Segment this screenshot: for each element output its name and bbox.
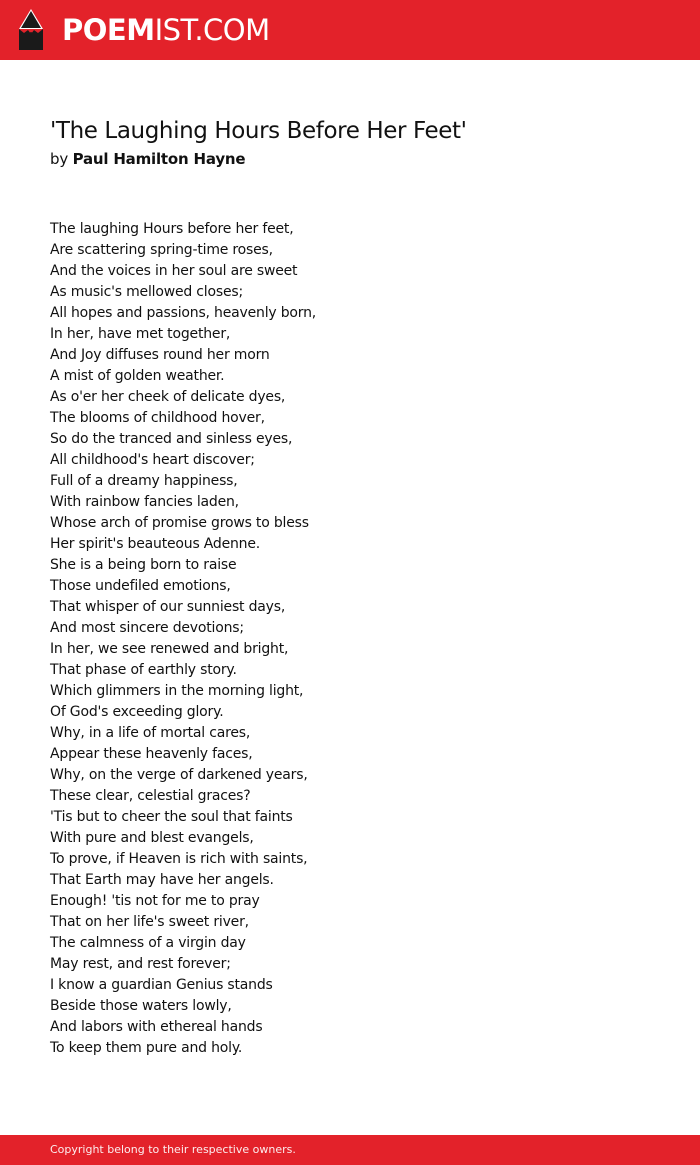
poem-line: All hopes and passions, heavenly born, bbox=[50, 305, 317, 321]
poem-line: May rest, and rest forever; bbox=[50, 956, 231, 972]
poem-line: To keep them pure and holy. bbox=[50, 1040, 243, 1056]
poem-line: Beside those waters lowly, bbox=[50, 998, 232, 1014]
poem-line: A mist of golden weather. bbox=[50, 368, 225, 384]
poem-line: Full of a dreamy happiness, bbox=[50, 473, 238, 489]
poem-line: Whose arch of promise grows to bless bbox=[50, 515, 309, 531]
poem-line: These clear, celestial graces? bbox=[50, 788, 251, 804]
poem-line: In her, we see renewed and bright, bbox=[50, 641, 289, 657]
poem-line: As music's mellowed closes; bbox=[50, 284, 243, 300]
poem-line: To prove, if Heaven is rich with saints, bbox=[50, 851, 308, 867]
site-footer bbox=[0, 1135, 700, 1165]
poem-line: Enough! 'tis not for me to pray bbox=[50, 893, 260, 909]
poem-line: With pure and blest evangels, bbox=[50, 830, 254, 846]
site-header bbox=[0, 0, 700, 60]
logo-text-light: IST.COM bbox=[154, 13, 270, 47]
poem-line: The calmness of a virgin day bbox=[50, 935, 246, 951]
site-logo-text bbox=[62, 9, 270, 51]
poem-line: Which glimmers in the morning light, bbox=[50, 683, 304, 699]
poem-line: As o'er her cheek of delicate dyes, bbox=[50, 389, 286, 405]
poem-line: With rainbow fancies laden, bbox=[50, 494, 239, 510]
poem-author: Paul Hamilton Hayne bbox=[72, 150, 246, 168]
poem-line: Appear these heavenly faces, bbox=[50, 746, 253, 762]
poem-line: And most sincere devotions; bbox=[50, 620, 244, 636]
poem-line: And Joy diffuses round her morn bbox=[50, 347, 270, 363]
byline-prefix: by bbox=[50, 150, 68, 168]
poem-line: That Earth may have her angels. bbox=[50, 872, 274, 888]
poem-line: She is a being born to raise bbox=[50, 557, 237, 573]
poem-title: 'The Laughing Hours Before Her Feet' bbox=[50, 118, 467, 144]
poem-line: Why, on the verge of darkened years, bbox=[50, 767, 308, 783]
poem-line: Are scattering spring-time roses, bbox=[50, 242, 273, 258]
poem-line: 'Tis but to cheer the soul that faints bbox=[50, 809, 293, 825]
poem-line: Of God's exceeding glory. bbox=[50, 704, 224, 720]
poem-line: So do the tranced and sinless eyes, bbox=[50, 431, 293, 447]
poem-line: Those undefiled emotions, bbox=[50, 578, 231, 594]
poem-byline bbox=[50, 148, 650, 170]
site-logo-link[interactable] bbox=[18, 9, 270, 51]
poem-line: All childhood's heart discover; bbox=[50, 452, 255, 468]
pen-nib-icon bbox=[18, 9, 44, 51]
poem-body bbox=[50, 219, 650, 1059]
copyright-notice: Copyright belong to their respective owners. bbox=[50, 1143, 296, 1156]
poem-line: In her, have met together, bbox=[50, 326, 231, 342]
poem-heading bbox=[50, 114, 650, 170]
poem-line: That phase of earthly story. bbox=[50, 662, 237, 678]
poem-line: That whisper of our sunniest days, bbox=[50, 599, 286, 615]
poem-line: That on her life's sweet river, bbox=[50, 914, 249, 930]
poem-line: And labors with ethereal hands bbox=[50, 1019, 263, 1035]
poem-line: Her spirit's beauteous Adenne. bbox=[50, 536, 261, 552]
poem-line: The blooms of childhood hover, bbox=[50, 410, 265, 426]
logo-text-bold: POEM bbox=[62, 13, 155, 47]
poem-line: The laughing Hours before her feet, bbox=[50, 221, 294, 237]
poem-line: I know a guardian Genius stands bbox=[50, 977, 273, 993]
poem-line: And the voices in her soul are sweet bbox=[50, 263, 298, 279]
poem-line: Why, in a life of mortal cares, bbox=[50, 725, 251, 741]
